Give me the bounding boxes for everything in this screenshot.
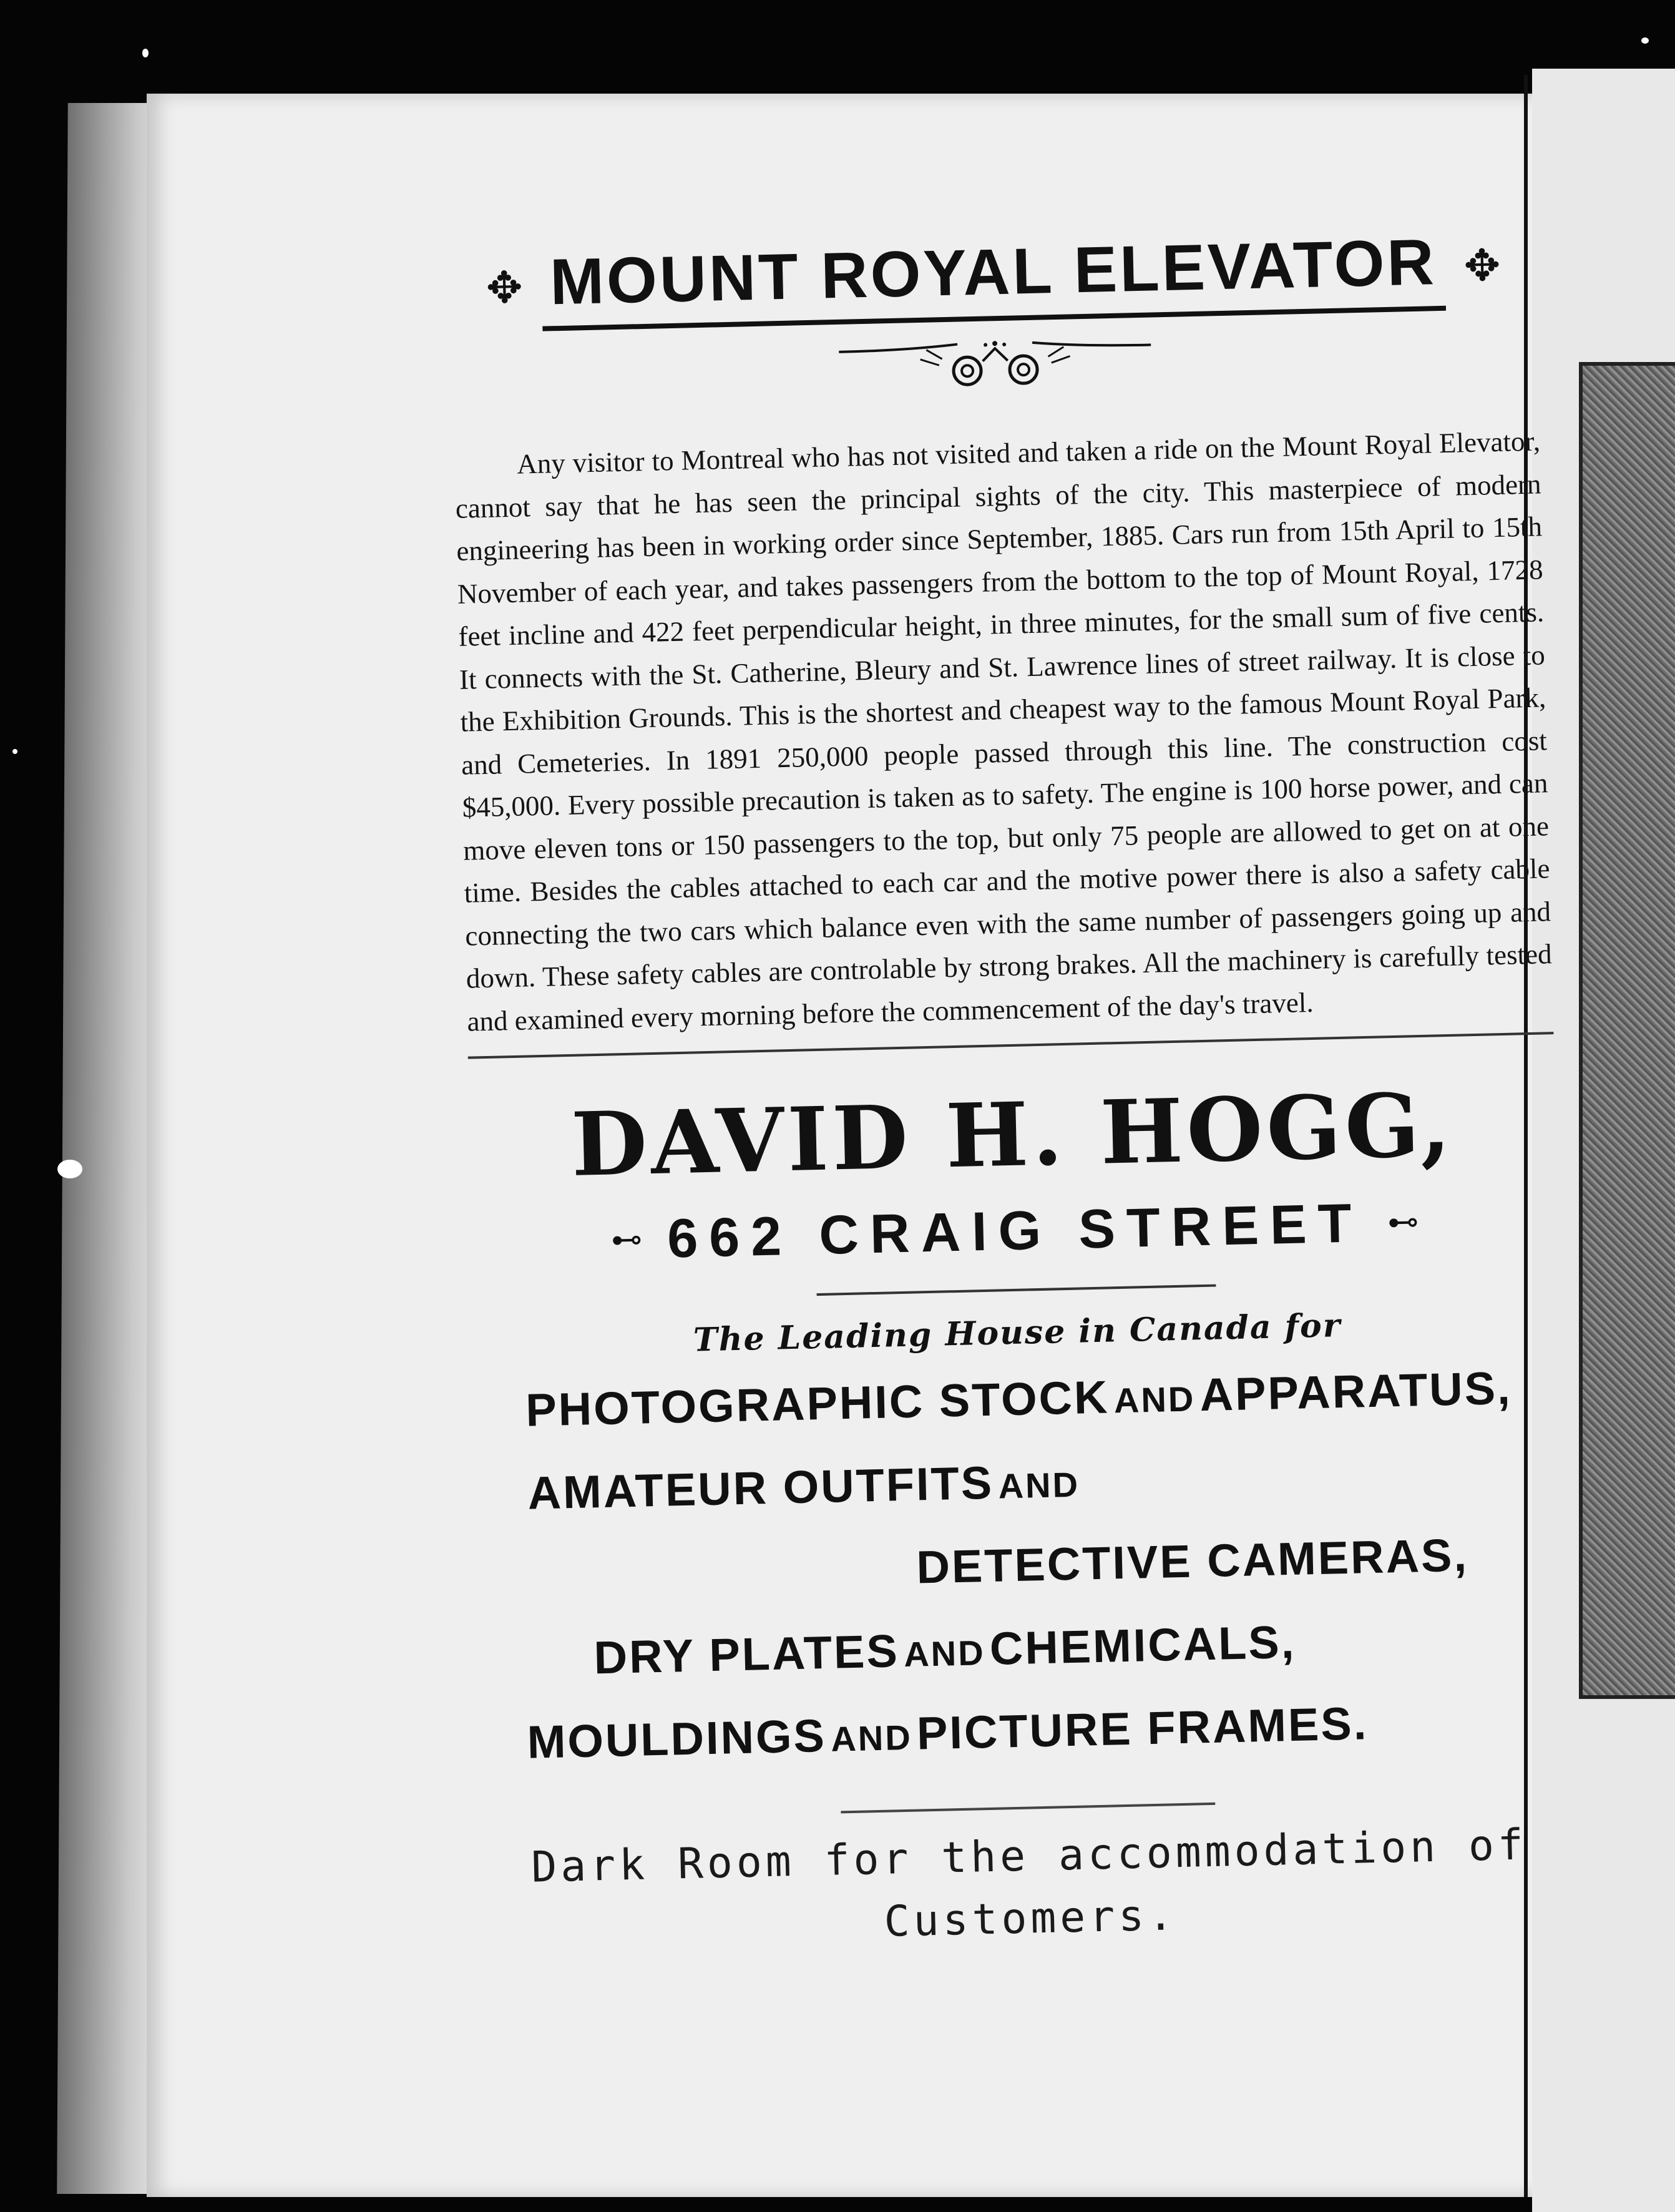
facing-page-photograph xyxy=(1579,362,1675,1699)
page-content xyxy=(449,213,1574,1963)
goods-amateur-outfits: AMATEUR OUTFITS xyxy=(527,1456,994,1519)
darkroom-notice xyxy=(486,1813,1574,1962)
goods-mouldings: MOULDINGS xyxy=(526,1709,827,1768)
darkroom-line-2: Customers. xyxy=(883,1891,1178,1947)
dust-speck xyxy=(1641,37,1649,44)
goods-and: AND xyxy=(903,1633,986,1675)
goods-picture-frames: PICTURE FRAMES. xyxy=(916,1697,1369,1759)
advertiser-address: 662 CRAIG STREET xyxy=(667,1192,1364,1270)
ad-divider-bottom xyxy=(841,1803,1215,1814)
ad-tagline: The Leading House in Canada for xyxy=(693,1306,1342,1359)
title-ornament-icon xyxy=(833,332,1158,402)
book-spine-edge xyxy=(57,103,162,2194)
goods-dry-plates: DRY PLATES xyxy=(593,1625,900,1684)
advertiser-name: DAVID H. HOGG, xyxy=(570,1074,1456,1197)
address-row xyxy=(471,1187,1558,1275)
goods-line-detective xyxy=(916,1518,1566,1616)
goods-photographic-stock: PHOTOGRAPHIC STOCK xyxy=(525,1371,1110,1436)
dust-speck xyxy=(142,49,149,57)
fleuron-right-icon: ✥ xyxy=(1463,242,1502,291)
article-title: MOUNT ROYAL ELEVATOR xyxy=(540,225,1446,331)
dust-speck xyxy=(57,1160,82,1178)
scroll-ornament-left-icon: ⊷ xyxy=(610,1221,643,1258)
goods-detective-cameras: DETECTIVE CAMERAS, xyxy=(916,1529,1469,1593)
goods-chemicals: CHEMICALS, xyxy=(989,1615,1297,1675)
goods-apparatus: APPARATUS, xyxy=(1199,1361,1513,1421)
goods-and: AND xyxy=(997,1464,1080,1506)
darkroom-line-1: Dark Room for the accommodation of xyxy=(530,1820,1528,1892)
dust-speck xyxy=(12,749,17,754)
article-body: Any visitor to Montreal who has not visited and taken a ride on the Mount Royal Elevator, cannot say that he has seen the principal sights of the city. This masterpiece of modern engineering has been in working order since September, 1885. Cars run from 15th April to 15th November of each year, and takes passengers from the bottom to the top of Mount Royal, 1728 feet incline and 422 feet perpendicular height, in three minutes, for the small sum of five cents. It connects with the St. Catherine, Bleury and St. Lawrence lines of street railway. It is close to the Exhibition Grounds. This is the shortest and cheapest way to the famous Mount Royal Park, and Cemeteries. In 1891 250,000 people passed through this line. The construction cost $45,000. Every possible precaution is taken as to safety. The engine is 100 horse power, and can move eleven tons or 150 passengers to the top, but only 75 people are allowed to get on at one time. Besides the cables attached to each car and the motive power there is also a safety cable connecting the two cars which balance even with the same number of passengers going up and down. These safety cables are controlable by strong brakes. All the machinery is carefully tested and examined every morning before the commencement of the day's travel. xyxy=(455,425,1553,1037)
goods-and: AND xyxy=(1113,1379,1196,1421)
ad-divider xyxy=(817,1285,1216,1296)
fleuron-left-icon: ✥ xyxy=(486,264,524,313)
scroll-ornament-right-icon: ⊷ xyxy=(1387,1204,1420,1240)
goods-and: AND xyxy=(830,1717,913,1759)
